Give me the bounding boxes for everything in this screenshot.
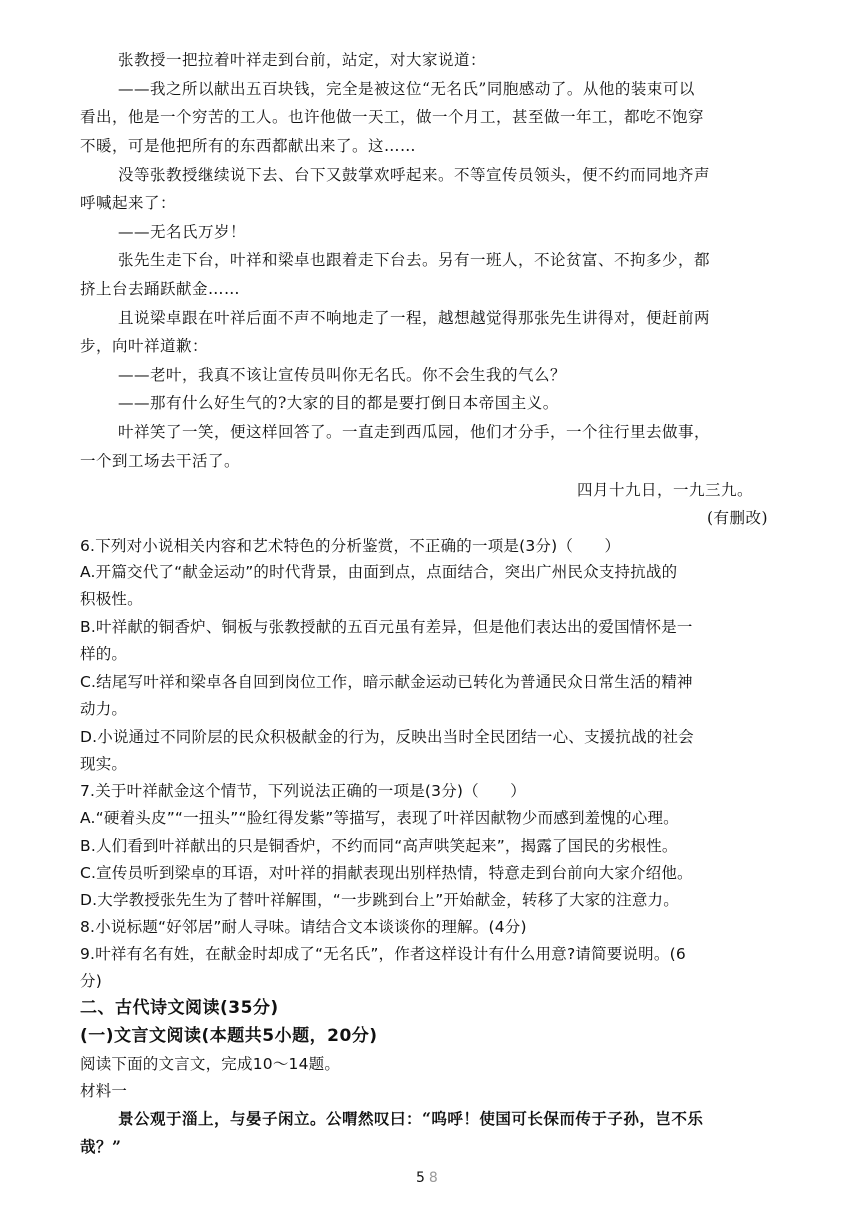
- question-6-option-a-line-1: A.开篇交代了“献金运动”的时代背景，由面到点，点面结合，突出广州民众支持抗战的: [80, 563, 678, 581]
- question-6-option-b-line-2: 样的。: [80, 645, 128, 663]
- story-paragraph-7: ——老叶，我真不该让宣传员叫你无名氏。你不会生我的气么？: [118, 366, 567, 384]
- question-9-line-2: 分): [80, 972, 102, 990]
- story-paragraph-3-line-2: 呼喊起来了：: [80, 194, 177, 212]
- story-paragraph-6-line-2: 步，向叶祥道歉：: [80, 337, 209, 355]
- section-instruction: 阅读下面的文言文，完成10～14题。: [80, 1055, 341, 1073]
- story-paragraph-5-line-1: 张先生走下台，叶祥和梁卓也跟着走下台去。另有一班人，不论贫富、不拘多少，都: [118, 251, 711, 269]
- question-7-option-c: C.宣传员听到梁卓的耳语，对叶祥的捐献表现出别样热情，特意走到台前向大家介绍他。: [80, 864, 693, 882]
- story-paragraph-8: ——那有什么好生气的?大家的目的都是要打倒日本帝国主义。: [118, 394, 559, 412]
- story-paragraph-9-line-1: 叶祥笑了一笑，便这样回答了。一直走到西瓜园，他们才分手，一个往行里去做事，: [118, 423, 711, 441]
- story-date: 四月十九日，一九三九。: [577, 481, 754, 499]
- question-6-option-d-line-2: 现实。: [80, 755, 128, 773]
- question-7-option-b: B.人们看到叶祥献出的只是铜香炉，不约而同“高声哄笑起来”，揭露了国民的劣根性。: [80, 837, 678, 855]
- question-7-option-d: D.大学教授张先生为了替叶祥解围，“一步跳到台上”开始献金，转移了大家的注意力。: [80, 891, 679, 909]
- story-paragraph-6-line-1: 且说梁卓跟在叶祥后面不声不响地走了一程，越想越觉得那张先生讲得对，便赶前两: [118, 309, 711, 327]
- story-paragraph-2-line-1: ——我之所以献出五百块钱，完全是被这位“无名氏”同胞感动了。从他的装束可以: [118, 80, 695, 98]
- page-number: 5 8: [416, 1170, 438, 1186]
- question-6-option-b-line-1: B.叶祥献的铜香炉、铜板与张教授献的五百元虽有差异，但是他们表达出的爱国情怀是一: [80, 618, 693, 636]
- story-paragraph-5-line-2: 挤上台去踊跃献金……: [80, 280, 241, 298]
- question-6-option-c-line-1: C.结尾写叶祥和梁卓各自回到岗位工作，暗示献金运动已转化为普通民众日常生活的精神: [80, 673, 693, 691]
- question-6-option-a-line-2: 积极性。: [80, 590, 143, 608]
- question-7: 7.关于叶祥献金这个情节，下列说法正确的一项是(3分)（ ）: [80, 782, 526, 800]
- section-title: 二、古代诗文阅读(35分): [80, 998, 279, 1018]
- question-7-option-a: A.“硬着头皮”“一扭头”“脸红得发紫”等描写，表现了叶祥因献物少而感到羞愧的心理。: [80, 809, 679, 827]
- story-paragraph-2-line-3: 不暖，可是他把所有的东西都献出来了。这……: [80, 137, 417, 155]
- material-label: 材料一: [80, 1082, 128, 1100]
- story-paragraph-4: ——无名氏万岁！: [118, 223, 247, 241]
- question-6-option-d-line-1: D.小说通过不同阶层的民众积极献金的行为，反映出当时全民团结一心、支援抗战的社会: [80, 728, 694, 746]
- story-paragraph-3-line-1: 没等张教授继续说下去、台下又鼓掌欢呼起来。不等宣传员领头，便不约而同地齐声: [118, 166, 711, 184]
- story-paragraph-1: 张教授一把拉着叶祥走到台前，站定，对大家说道：: [118, 51, 487, 69]
- question-9-line-1: 9.叶祥有名有姓，在献金时却成了“无名氏”，作者这样设计有什么用意?请简要说明。(6: [80, 945, 686, 963]
- section-subtitle: (一)文言文阅读(本题共5小题，20分): [80, 1026, 378, 1046]
- story-paragraph-9-line-2: 一个到工场去干活了。: [80, 452, 241, 470]
- classical-paragraph-1-line-2: 哉？”: [80, 1137, 122, 1156]
- story-paragraph-2-line-2: 看出，他是一个穷苦的工人。也许他做一天工，做一个月工，甚至做一年工，都吃不饱穿: [80, 108, 705, 126]
- story-note: (有删改): [707, 509, 769, 527]
- question-8: 8.小说标题“好邻居”耐人寻味。请结合文本谈谈你的理解。(4分): [80, 918, 527, 936]
- classical-paragraph-1-line-1: 景公观于淄上，与晏子闲立。公喟然叹曰：“呜呼！使国可长保而传于子孙，岂不乐: [118, 1109, 704, 1128]
- question-6-option-c-line-2: 动力。: [80, 700, 128, 718]
- question-6: 6.下列对小说相关内容和艺术特色的分析鉴赏，不正确的一项是(3分)（ ）: [80, 537, 621, 555]
